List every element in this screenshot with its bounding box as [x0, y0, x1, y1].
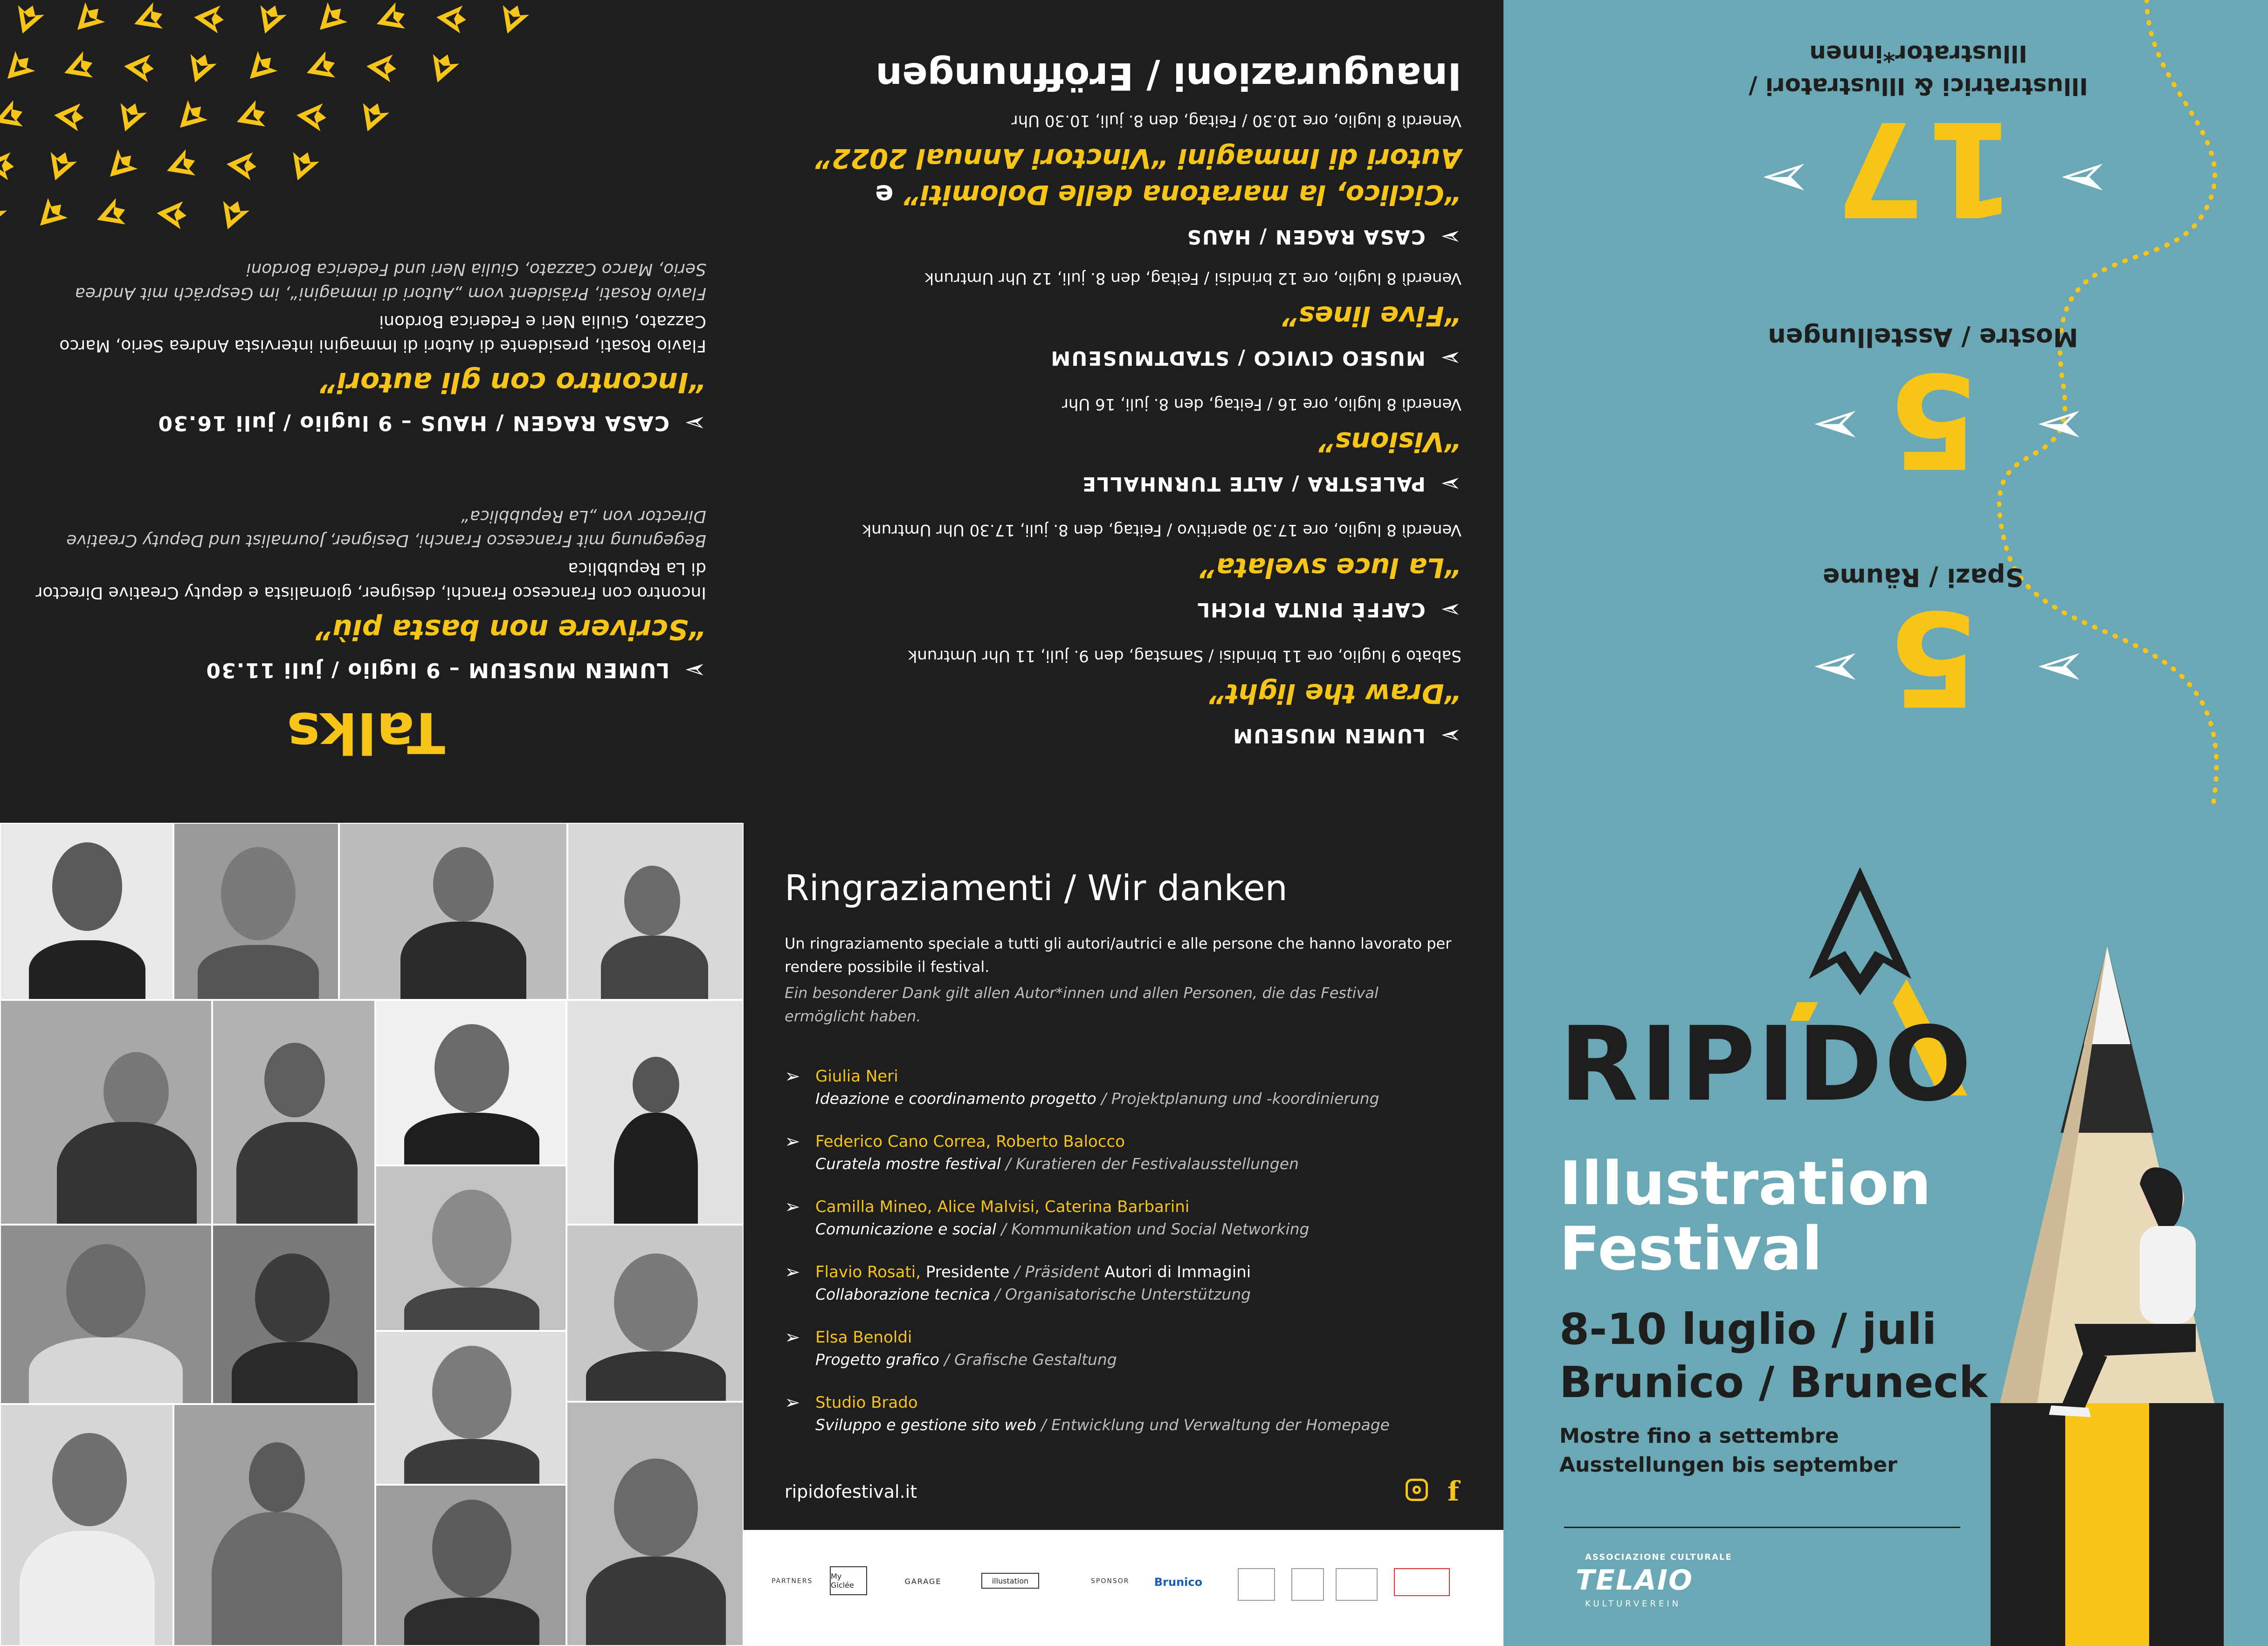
inauguration-title: “Ciclico, la maratona delle Dolomiti” [903, 179, 1461, 211]
talks-heading: Talks [287, 700, 445, 764]
stat-label: Spazi / Räume [1822, 563, 2024, 592]
stat-number: 5 [1888, 581, 1979, 733]
portrait-photo [0, 1225, 212, 1404]
talk-venue: LUMEN MUSEUM – 9 luglio / juli 11.30 [205, 658, 670, 682]
inauguration-item [781, 395, 1461, 499]
inauguration-venue: PALESTRA / ALTE TURNHALLE [1082, 473, 1426, 496]
inauguration-time: Venerdì 8 luglio, ore 12 brindisi / Feitag, den 8. juli, 12 Uhr Umtrunk [924, 269, 1461, 288]
inauguration-title: “Draw the light” [1208, 678, 1461, 709]
ripido-wordmark: RIPIDO [1559, 1005, 1973, 1124]
arrow-icon: ➣ [1760, 144, 1811, 214]
partner-logo: GARAGE [904, 1577, 942, 1586]
portrait-photo [567, 823, 744, 1000]
photo-grid [0, 823, 744, 1646]
inauguration-venue: CAFFÈ PINTA PICHL [1196, 599, 1426, 621]
portrait-photo [375, 1165, 566, 1331]
portrait-photo [0, 1404, 173, 1646]
website-link[interactable]: ripidofestival.it [785, 1481, 917, 1502]
portrait-photo [0, 1000, 212, 1225]
arrow-icon: ➢ [785, 1196, 800, 1218]
partner-logo: illustation [981, 1573, 1039, 1589]
inauguration-item [781, 521, 1461, 625]
arrow-icon: ➢ [785, 1327, 800, 1348]
inauguration-time: Venerdì 8 luglio, ore 16 / Feitag, den 8. juli, 16 Uhr [1062, 395, 1461, 413]
inauguration-venue: CASA RAGEN / HAUS [1186, 226, 1426, 248]
stat-number: 17 [1834, 92, 2016, 244]
exhibition-info: Mostre fino a settembre Ausstellungen bis september [1559, 1424, 1897, 1477]
arrow-icon: ➣ [1812, 633, 1862, 704]
talk-item [30, 504, 706, 685]
sponsor-logo [1336, 1568, 1378, 1601]
thanks-text-it: Un ringraziamento speciale a tutti gli autori/autrici e alle persone che hanno lavorato per rendere possibile il festival. [785, 935, 1452, 976]
credit-item: ➢ Camilla Mineo, Alice Malvisi, Caterina Barbarini Comunicazione e social / Kommunikation und Social Networking [785, 1196, 1461, 1240]
arrow-icon: ➢ [1439, 222, 1461, 252]
arrow-icon: ➢ [785, 1261, 800, 1283]
portrait-photo [173, 823, 339, 1000]
stat-label: Mostre / Asstellungen [1768, 323, 2078, 352]
portrait-photo [339, 823, 567, 1000]
arrow-icon: ➢ [1439, 721, 1461, 751]
telaio-logo: TELAIO [1576, 1564, 1693, 1597]
arrow-icon: ➣ [2059, 144, 2109, 214]
arrow-icon: ➢ [1439, 595, 1461, 625]
portrait-photo [375, 1485, 566, 1646]
inauguration-title-b: Autori di Immagini “Vinctori Annual 2022” [814, 143, 1461, 174]
partners-label: PARTNERS [772, 1577, 813, 1585]
talk-title: “Incontro con gli autori” [319, 366, 706, 399]
portrait-photo [173, 1404, 375, 1646]
portrait-photo [0, 823, 173, 1000]
sponsor-label: SPONSOR [1091, 1577, 1130, 1585]
inauguration-title: “Visions” [1317, 426, 1461, 458]
arrow-icon: ➢ [683, 408, 706, 438]
inauguration-venue: MUSEO CIVICO / STADTMUSEUM [1050, 347, 1426, 370]
credit-item: ➢ Giulia Neri Ideazione e coordinamento progetto / Projektplanung und -koordinierung [785, 1065, 1461, 1110]
partners-strip [744, 1530, 1503, 1646]
partner-logo: My Giclée [830, 1566, 867, 1595]
stat-number: 5 [1888, 344, 1979, 496]
festival-dates: 8-10 luglio / juli Brunico / Bruneck [1559, 1304, 1988, 1407]
stats-section [1503, 0, 2268, 820]
inaugurations-heading: Inaugurazioni / Eröffnungen [875, 55, 1461, 98]
sponsor-logo [1394, 1568, 1450, 1596]
talk-description-it: Incontro con Francesco Franchi, designer, giornalista e deputy Creative Director di La Repubblica [35, 559, 706, 602]
inauguration-item [781, 269, 1461, 373]
inauguration-time: Venerdì 8 luglio, ore 17.30 aperitivo / Feitag, den 8. juli, 17.30 Uhr Umtrunk [862, 521, 1461, 539]
divider [1564, 1527, 1960, 1528]
facebook-icon[interactable]: f [1448, 1475, 1459, 1507]
kulturverein-label: KULTURVEREIN [1585, 1599, 1682, 1609]
thanks-title: Ringraziamenti / Wir danken [785, 867, 1288, 909]
arrow-icon: ➢ [1439, 344, 1461, 373]
credit-item: ➢ Studio Brado Sviluppo e gestione sito web / Entwicklung und Verwaltung der Homepage [785, 1391, 1461, 1436]
credit-item: ➢ Flavio Rosati, Presidente / Präsident Autori di Immagini Collaborazione tecnica / Organisatorische Unterstützung [785, 1261, 1461, 1306]
talk-title: “Scrivere non basta più” [314, 613, 706, 646]
portrait-photo [375, 1331, 566, 1485]
arrow-icon: ➣ [1812, 391, 1862, 461]
arrow-icon: ➣ [2035, 633, 2086, 704]
thanks-text-de: Ein besonderer Dank gilt allen Autor*innen und allen Personen, die das Festival ermöglicht haben. [785, 984, 1379, 1025]
inauguration-venue: LUMEN MUSEUM [1232, 724, 1426, 747]
credit-item: ➢ Elsa Benoldi Progetto grafico / Grafische Gestaltung [785, 1326, 1461, 1371]
arrow-icon: ➢ [1439, 469, 1461, 499]
credit-item: ➢ Federico Cano Correa, Roberto Balocco Curatela mostre festival / Kuratieren der Festivalausstellungen [785, 1130, 1461, 1175]
talk-item [30, 257, 706, 438]
sponsor-logo: Brunico [1154, 1576, 1203, 1589]
portrait-photo [566, 1225, 744, 1402]
association-label: ASSOCIAZIONE CULTURALE [1585, 1552, 1732, 1562]
portrait-photo [212, 1225, 375, 1404]
arrow-icon: ➣ [2035, 391, 2086, 461]
arrow-icon: ➢ [785, 1066, 800, 1087]
talk-description-it: Flavio Rosati, presidente di Autori di Immagini intervista Andrea Serio, Marco Cazzato, Giulia Neri e Federica Bordoni [59, 312, 706, 355]
portrait-photo [566, 1000, 744, 1225]
thanks-section [785, 867, 1461, 1436]
inauguration-item [781, 647, 1461, 751]
instagram-icon[interactable] [1406, 1479, 1428, 1501]
sponsor-logo [1291, 1568, 1324, 1601]
talks-section [0, 0, 744, 820]
sponsor-logo [1238, 1568, 1275, 1601]
portrait-photo [566, 1402, 744, 1646]
portrait-photo [212, 1000, 375, 1225]
talk-venue: CASA RAGEN / HAUS – 9 luglio / juli 16.30 [157, 411, 670, 435]
stat-label: Illustratrici & Illustratori / Illustrator*innen [1749, 40, 2088, 100]
arrow-icon: ➢ [785, 1131, 800, 1152]
arrow-icon: ➢ [683, 655, 706, 685]
pencil-illustration [1991, 937, 2233, 1646]
inauguration-time: Venerdì 8 luglio, ore 10.30 / Feitag, den 8. juli, 10.30 Uhr [1011, 111, 1461, 130]
festival-title: Illustration Festival [1559, 1149, 1931, 1284]
portrait-photo [375, 1000, 566, 1165]
inauguration-title: “Five lines” [1281, 300, 1461, 332]
inaugurations-section [744, 0, 1503, 820]
inauguration-item: ➢ CASA RAGEN / HAUS “Ciclico, la maratona delle Dolomiti” e Autori di Immagini “Vinctori Annual 2022” Venerdì 8 luglio, ore 10.30 / Feitag, den 8. juli, 10.30 Uhr [781, 111, 1461, 252]
inauguration-time: Sabato 9 luglio, ore 11 brindisi / Samstag, den 9. juli, 11 Uhr Umtrunk [908, 647, 1461, 665]
talk-description-de: Begegnung mit Francesco Franchi, Designer, Journalist und Deputy Creative Director von „La Repubblica“ [66, 507, 706, 550]
inauguration-title: “La luce svelata” [1199, 552, 1461, 584]
arrow-icon: ➢ [785, 1392, 800, 1413]
talk-description-de: Flavio Rosati, Präsident vom „Autori di immagini“, im Gespräch mit Andrea Serio, Marco Cazzato, Giulia Neri und Federica Bordoni [75, 260, 706, 303]
